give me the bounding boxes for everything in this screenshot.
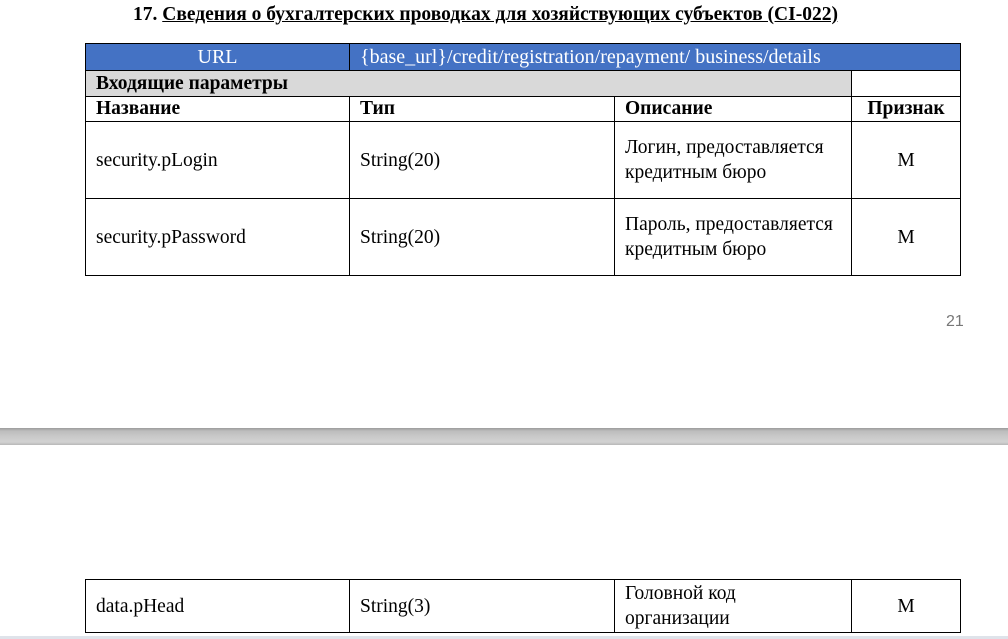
- section-heading: [133, 3, 953, 27]
- column-header-description: Описание: [615, 97, 852, 122]
- column-header-row: [86, 97, 961, 122]
- param-description: Головной код организации: [615, 580, 852, 633]
- param-flag: M: [852, 122, 961, 199]
- url-label: URL: [86, 44, 350, 71]
- api-parameters-table: [85, 43, 961, 276]
- param-description: Пароль, предоставляется кредитным бюро: [615, 199, 852, 276]
- column-header-flag: Признак: [852, 97, 961, 122]
- column-header-type: Тип: [350, 97, 615, 122]
- param-flag: M: [852, 580, 961, 633]
- table-row: [86, 122, 961, 199]
- param-description: Логин, предоставляется кредитным бюро: [615, 122, 852, 199]
- column-header-name: Название: [86, 97, 350, 122]
- table-row: [86, 580, 961, 633]
- param-type: String(20): [350, 122, 615, 199]
- param-name: security.pLogin: [86, 122, 350, 199]
- param-type: String(3): [350, 580, 615, 633]
- param-flag: M: [852, 199, 961, 276]
- table-row: [86, 199, 961, 276]
- section-title-cell: Входящие параметры: [86, 71, 852, 97]
- param-type: String(20): [350, 199, 615, 276]
- section-number: 17.: [133, 4, 158, 25]
- param-name: data.pHead: [86, 580, 350, 633]
- page-separator: [0, 428, 1008, 445]
- url-value: {base_url}/credit/registration/repayment/ business/details: [350, 44, 961, 71]
- document-page-22: [0, 445, 1008, 639]
- param-name: security.pPassword: [86, 199, 350, 276]
- page-number: 21: [946, 313, 964, 330]
- section-title: Сведения о бухгалтерских проводках для хозяйствующих субъектов (CI-022): [162, 4, 838, 25]
- api-parameters-table-continued: [85, 579, 961, 633]
- url-row: [86, 44, 961, 71]
- section-empty-cell: [852, 71, 961, 97]
- section-row: [86, 71, 961, 97]
